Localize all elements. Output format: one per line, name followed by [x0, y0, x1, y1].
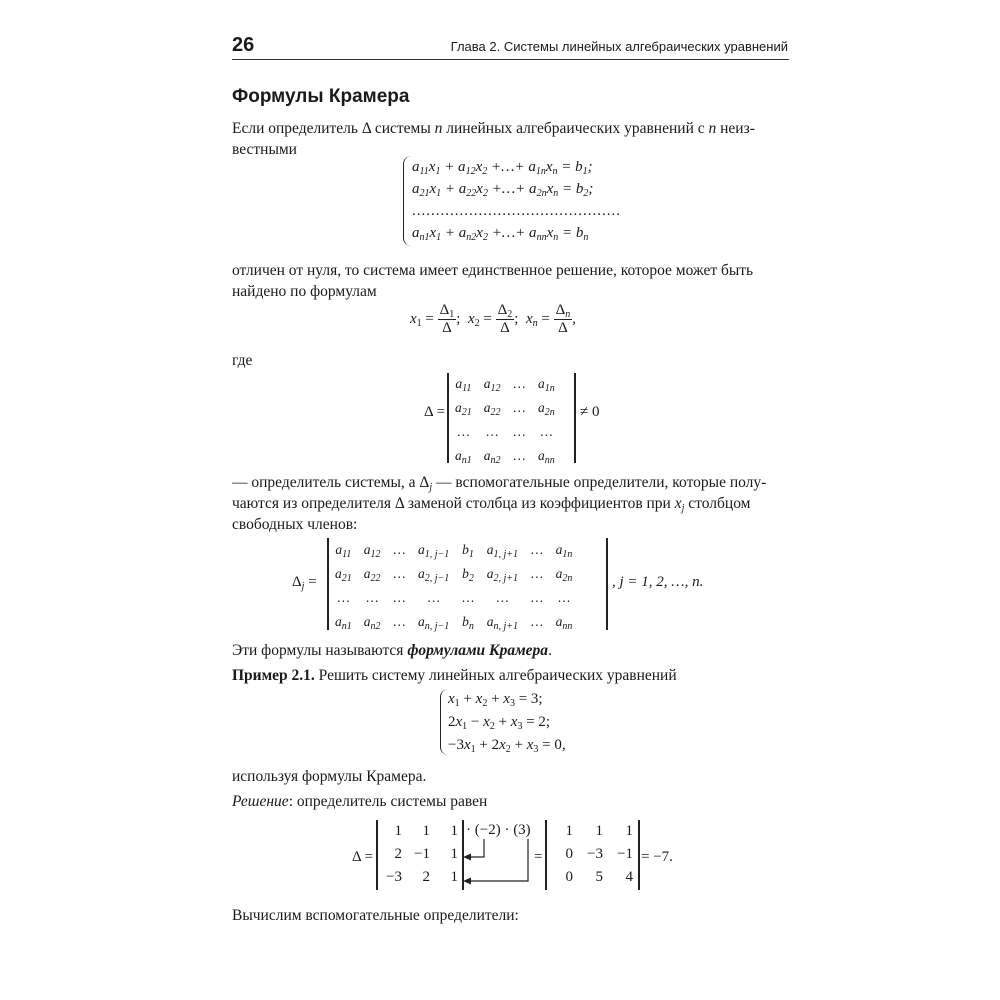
numeric-delta-symbol: Δ = [352, 849, 374, 865]
cramer-formulas: $x_1$ = $\frac{\Delta_1}{\Delta}$ ; $x_2$ = $\frac{\Delta_2}{\Delta}$ ; $x_n$ = $\frac{\Delta_n}{\Delta}$ , [410, 302, 576, 336]
matrix-cell: 1 [450, 869, 458, 885]
matrix-row [547, 843, 639, 866]
matrix-cell: 2 [422, 869, 430, 885]
num-det-a [378, 820, 464, 889]
matrix-cell: −3 [386, 869, 402, 885]
matrix-cell: −1 [414, 846, 430, 862]
matrix-row [378, 843, 464, 866]
paragraph-intro: Если определитель Δ системы n линейных алгебраических уравнений с n неиз- вестными [232, 120, 755, 158]
delta-symbol: Δ = [424, 404, 446, 420]
paragraph-aux-dets: — определитель системы, а $\Delta_j$ — вспомогательные определители, которые полу- чаются из определителя Δ заменой столбца из коэффициентов при $x_j$ столбцом свободных членов: [232, 474, 767, 533]
det-bar-right [574, 373, 576, 463]
example-system: $x_1 + x_2 + x_3 = 3$; $2x_1 - x_2 + x_3 = 2$; $-3x_1 + 2x_2 + x_3 = 0$, [448, 691, 566, 755]
arrow-row3 [468, 839, 528, 881]
arrow-row3-head [463, 878, 471, 885]
equals-sign: = [534, 849, 543, 865]
delta-j-symbol: $\Delta_j$ = [292, 574, 317, 592]
delta-j-matrix: $a_{11}$ $a_{12}$ … $a_{1, j-1}$ $b_1$ $a_{1, j+1}$ … $a_{1n}$ $a_{21}$ $a_{22}$ … $a_{2, j-1}$ $b_2$ $a_{2, j+1}$ … $a_{2n}$ … … … … … … … … $a_{n1}$ $a_{n2}$ … $a_{n, j-1}$ $b_n$ $a_{n, j+1}$ … $a_{nn}$ [335, 542, 573, 632]
matrix-cell: 1 [625, 823, 633, 839]
matrix-cell: 2 [394, 846, 402, 862]
matrix-cell: 1 [394, 823, 402, 839]
matrix-row [547, 820, 639, 843]
matrix-cell: 0 [565, 869, 573, 885]
arrow-row2-head [463, 854, 471, 861]
matrix-a-grid [378, 820, 464, 889]
matrix-cell: 1 [450, 823, 458, 839]
page-number: 26 [232, 34, 255, 56]
matrix-cell: 4 [625, 869, 633, 885]
num-det-b [547, 820, 639, 889]
paragraph-cramer-name: Эти формулы называются формулами Крамера. [232, 642, 552, 659]
header-rule [232, 59, 789, 60]
final-text: Вычислим вспомогательные определители: [232, 907, 519, 924]
matrix-cell: 1 [595, 823, 603, 839]
det-neq: ≠ 0 [580, 404, 600, 420]
j-range: , j = 1, 2, …, n. [612, 574, 704, 590]
row-op-arrows [462, 835, 534, 887]
section-title: Формулы Крамера [232, 86, 410, 107]
matrix-row [547, 866, 639, 889]
det-result: = −7. [641, 849, 673, 865]
matrix-cell: 5 [595, 869, 603, 885]
using-text: используя формулы Крамера. [232, 768, 427, 785]
solution-line: Решение: определитель системы равен [232, 793, 488, 810]
matrix-cell: 0 [565, 846, 573, 862]
detj-bar-right [606, 538, 608, 630]
matrix-row [378, 820, 464, 843]
matrix-row [378, 866, 464, 889]
example-statement: Пример 2.1. Решить систему линейных алгебраических уравнений [232, 667, 677, 684]
general-system: $a_{11}x_1 + a_{12}x_2$ +…+ $a_{1n}x_n = b_1$; $a_{21}x_1 + a_{22}x_2$ +…+ $a_{2n}x_n = b_2$; ............................................ $a_{n1}x_1 + a_{n2}x_2$ +…+ $a_{nn}x_n = b_n$ [412, 159, 621, 243]
matrix-cell: −3 [587, 846, 603, 862]
matrix-cell: 1 [450, 846, 458, 862]
delta-matrix: $a_{11}$ $a_{12}$ … $a_{1n}$ $a_{21}$ $a_{22}$ … $a_{2n}$ … … … … $a_{n1}$ $a_{n2}$ … $a_{nn}$ [455, 376, 555, 466]
where-label: где [232, 352, 253, 369]
system-brace [403, 156, 412, 246]
matrix-cell: −1 [617, 846, 633, 862]
num-det-b-right [638, 820, 640, 890]
chapter-title: Глава 2. Системы линейных алгебраических уравнений [450, 39, 788, 54]
matrix-cell: 1 [422, 823, 430, 839]
matrix-cell: 1 [565, 823, 573, 839]
matrix-b-grid [547, 820, 639, 889]
paragraph-cramer-intro: отличен от нуля, то система имеет единственное решение, которое может быть найдено по формулам [232, 262, 754, 300]
row-ops: · (−2) · (3) [466, 822, 531, 838]
